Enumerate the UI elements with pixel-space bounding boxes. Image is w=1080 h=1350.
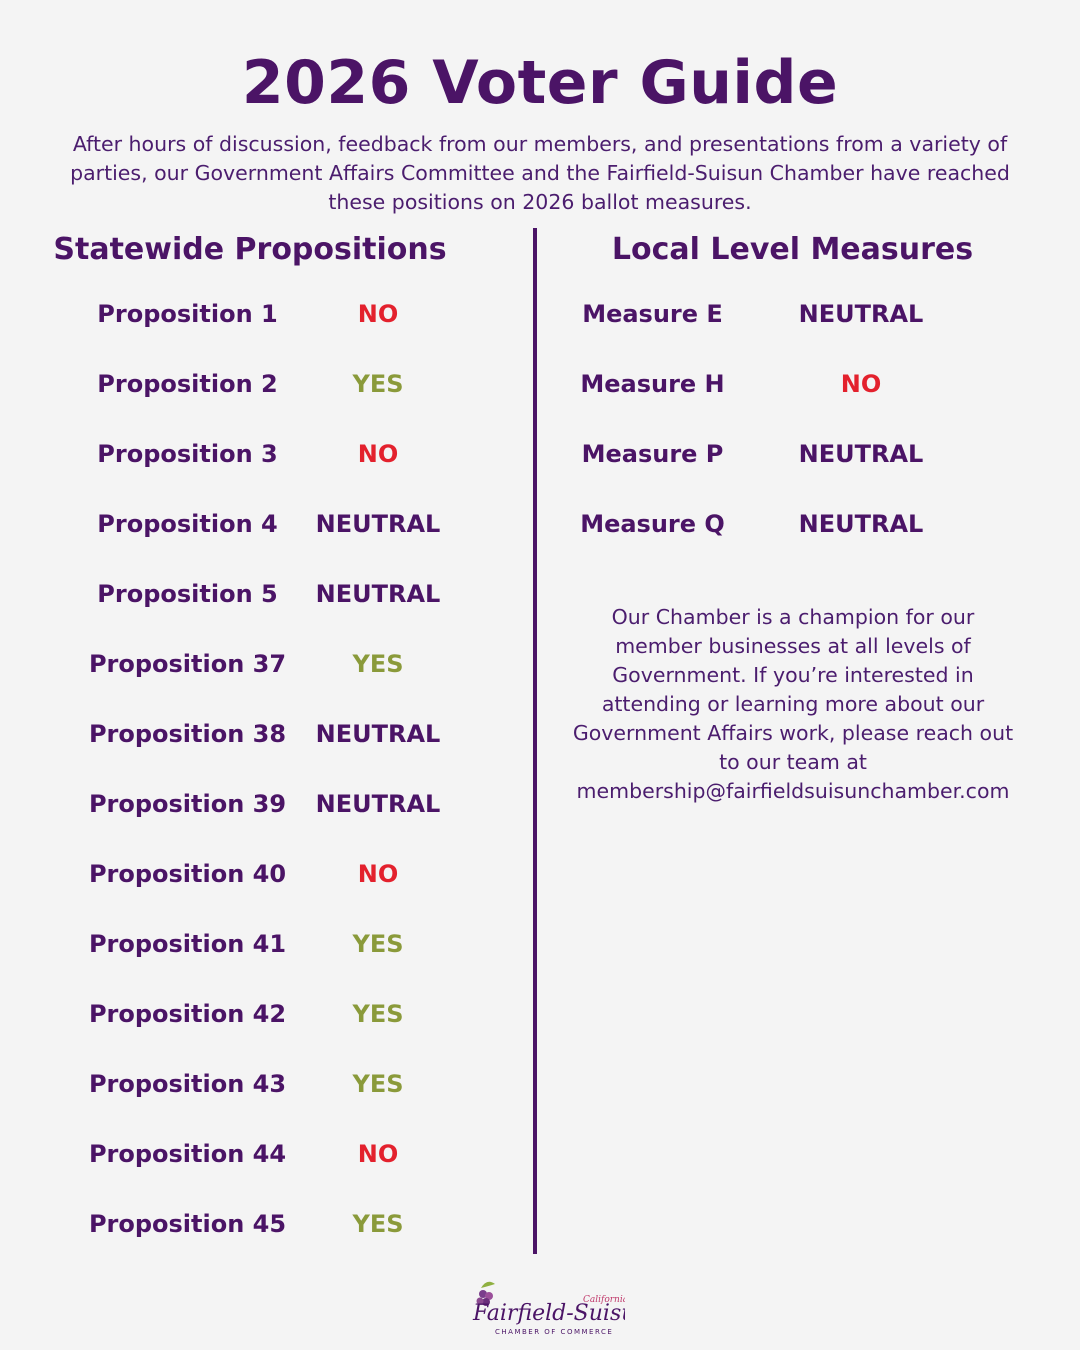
- position-badge: NEUTRAL: [798, 300, 924, 328]
- proposition-name: Proposition 39: [88, 790, 287, 818]
- position-badge: NEUTRAL: [315, 510, 441, 538]
- blurb-line: Our Chamber is a champion for our: [611, 605, 975, 629]
- logo-state: California: [583, 1295, 625, 1305]
- proposition-name: Proposition 3: [97, 440, 278, 468]
- position-badge: NO: [840, 370, 882, 398]
- proposition-name: Proposition 1: [97, 300, 278, 328]
- position-badge: NEUTRAL: [798, 440, 924, 468]
- proposition-name: Proposition 41: [88, 930, 287, 958]
- chamber-logo: [455, 1276, 625, 1340]
- proposition-name: Proposition 4: [97, 510, 278, 538]
- measure-name: Measure E: [582, 300, 723, 328]
- position-badge: YES: [352, 1000, 404, 1028]
- blurb-line: Government Affairs work, please reach out: [572, 721, 1014, 745]
- proposition-name: Proposition 43: [88, 1070, 287, 1098]
- blurb-line: member businesses at all levels of: [615, 634, 971, 658]
- logo-subtitle: CHAMBER OF COMMERCE: [495, 1328, 614, 1336]
- position-badge: YES: [352, 930, 404, 958]
- proposition-name: Proposition 5: [97, 580, 278, 608]
- position-badge: YES: [352, 1210, 404, 1238]
- chamber-logo-mark: [455, 1276, 625, 1340]
- blurb-line: to our team at: [719, 750, 867, 774]
- measure-name: Measure Q: [580, 510, 725, 538]
- position-badge: NO: [357, 440, 399, 468]
- position-badge: NEUTRAL: [315, 790, 441, 818]
- proposition-name: Proposition 2: [97, 370, 278, 398]
- proposition-name: Proposition 44: [88, 1140, 287, 1168]
- position-badge: YES: [352, 370, 404, 398]
- intro-paragraph: After hours of discussion, feedback from our members, and presentations from a variety of parties, our Government Affairs Committee and the Fairfield-Suisun Chamber have reached these positions on 2026 ballot measures.: [70, 132, 1010, 214]
- position-badge: NEUTRAL: [315, 580, 441, 608]
- proposition-name: Proposition 38: [88, 720, 287, 748]
- position-badge: NO: [357, 300, 399, 328]
- chamber-blurb: [553, 603, 1033, 806]
- position-badge: YES: [352, 1070, 404, 1098]
- measure-name: Measure H: [580, 370, 725, 398]
- column-divider: [533, 228, 537, 1254]
- position-badge: NEUTRAL: [315, 720, 441, 748]
- position-badge: NO: [357, 860, 399, 888]
- proposition-name: Proposition 42: [88, 1000, 287, 1028]
- blurb-line: Government. If you’re interested in: [612, 663, 974, 687]
- proposition-name: Proposition 45: [88, 1210, 287, 1238]
- blurb-line: attending or learning more about our: [601, 692, 985, 716]
- measure-name: Measure P: [581, 440, 724, 468]
- proposition-name: Proposition 40: [88, 860, 287, 888]
- contact-email[interactable]: membership@fairfieldsuisunchamber.com: [576, 779, 1010, 803]
- local-heading: Local Level Measures: [611, 232, 974, 267]
- statewide-heading: Statewide Propositions: [53, 232, 447, 267]
- position-badge: NO: [357, 1140, 399, 1168]
- position-badge: NEUTRAL: [798, 510, 924, 538]
- page-title: 2026 Voter Guide: [241, 48, 839, 118]
- position-badge: YES: [352, 650, 404, 678]
- logo-wordmark: Fairfield-Suis: [473, 1301, 622, 1326]
- proposition-name: Proposition 37: [88, 650, 287, 678]
